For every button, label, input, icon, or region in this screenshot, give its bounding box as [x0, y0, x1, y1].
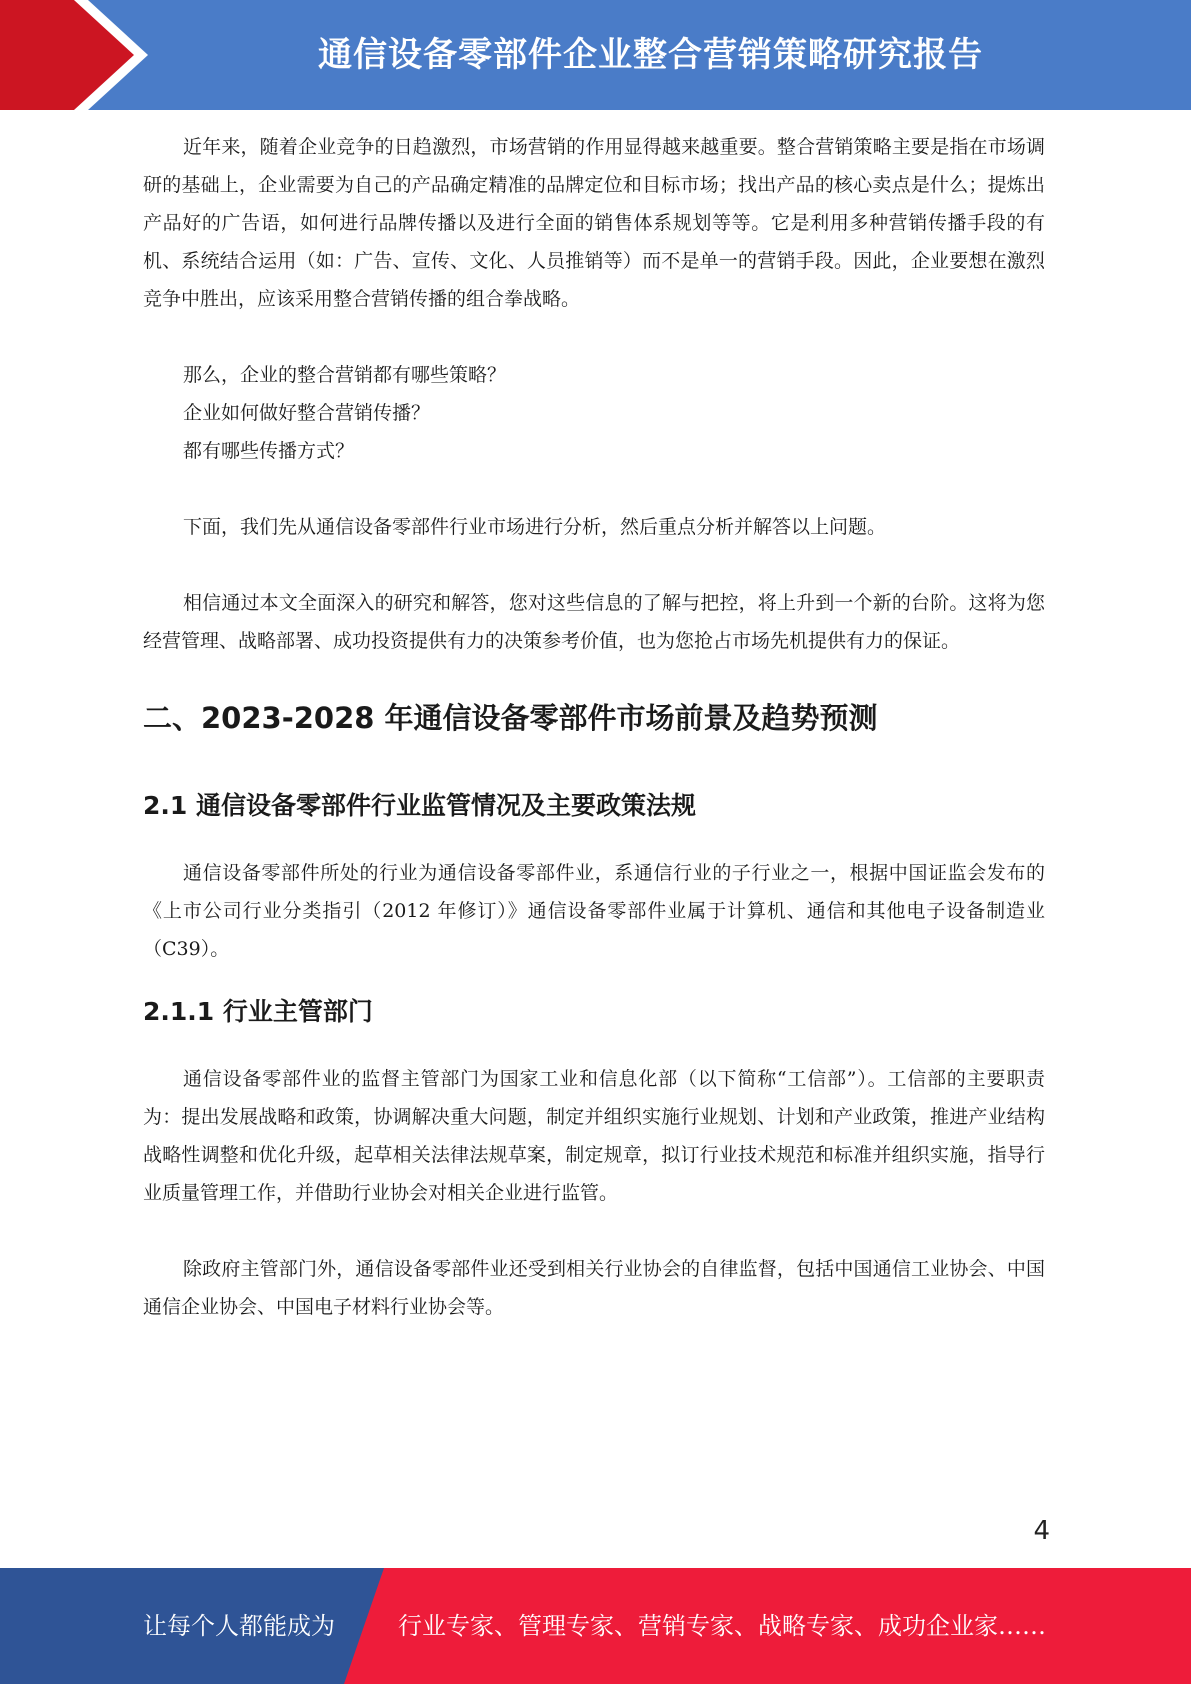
question-3: 都有哪些传播方式？ — [183, 440, 355, 462]
footer-slogan-right: 行业专家、管理专家、营销专家、战略专家、成功企业家…… — [398, 1612, 1046, 1640]
page-header — [0, 0, 1191, 110]
subsection-2-1-heading: 2.1 通信设备零部件行业监管情况及主要政策法规 — [143, 791, 696, 820]
subsection-2-1-1-paragraph-2: 除政府主管部门外，通信设备零部件业还受到相关行业协会的自律监督，包括中国通信工业协会、中国通信企业协会、中国电子材料行业协会等。 — [143, 1258, 1045, 1318]
trust-paragraph: 相信通过本文全面深入的研究和解答，您对这些信息的了解与把控，将上升到一个新的台阶。这将为您经营管理、战略部署、成功投资提供有力的决策参考价值，也为您抢占市场先机提供有力的保证。 — [143, 592, 1045, 652]
document-body — [143, 128, 1045, 1326]
next-paragraph: 下面，我们先从通信设备零部件行业市场进行分析，然后重点分析并解答以上问题。 — [183, 516, 887, 538]
page-footer — [0, 1568, 1191, 1684]
question-1: 那么，企业的整合营销都有哪些策略？ — [183, 364, 507, 386]
header-title: 通信设备零部件企业整合营销策略研究报告 — [318, 35, 983, 75]
subsection-2-1-paragraph: 通信设备零部件所处的行业为通信设备零部件业，系通信行业的子行业之一，根据中国证监会发布的《上市公司行业分类指引（2012 年修订）》通信设备零部件业属于计算机、通信和其他电子设备制造业（C39）。 — [143, 862, 1045, 960]
question-2: 企业如何做好整合营销传播？ — [183, 402, 431, 424]
section-2-heading: 二、2023-2028 年通信设备零部件市场前景及趋势预测 — [143, 701, 878, 735]
header-chevron-decoration — [0, 0, 160, 110]
page-number: 4 — [1033, 1516, 1050, 1546]
intro-paragraph: 近年来，随着企业竞争的日趋激烈，市场营销的作用显得越来越重要。整合营销策略主要是指在市场调研的基础上，企业需要为自己的产品确定精准的品牌定位和目标市场；找出产品的核心卖点是什么；提炼出产品好的广告语，如何进行品牌传播以及进行全面的销售体系规划等等。它是利用多种营销传播手段的有机、系统结合运用（如：广告、宣传、文化、人员推销等）而不是单一的营销手段。因此，企业要想在激烈竞争中胜出，应该采用整合营销传播的组合拳战略。 — [143, 136, 1045, 310]
subsection-2-1-1-heading: 2.1.1 行业主管部门 — [143, 997, 373, 1026]
subsection-2-1-1-paragraph-1: 通信设备零部件业的监督主管部门为国家工业和信息化部（以下简称“工信部”）。工信部的主要职责为：提出发展战略和政策，协调解决重大问题，制定并组织实施行业规划、计划和产业政策，推进产业结构战略性调整和优化升级，起草相关法律法规草案，制定规章，拟订行业技术规范和标准并组织实施，指导行业质量管理工作，并借助行业协会对相关企业进行监管。 — [143, 1068, 1045, 1204]
footer-slogan-left: 让每个人都能成为 — [143, 1612, 335, 1640]
